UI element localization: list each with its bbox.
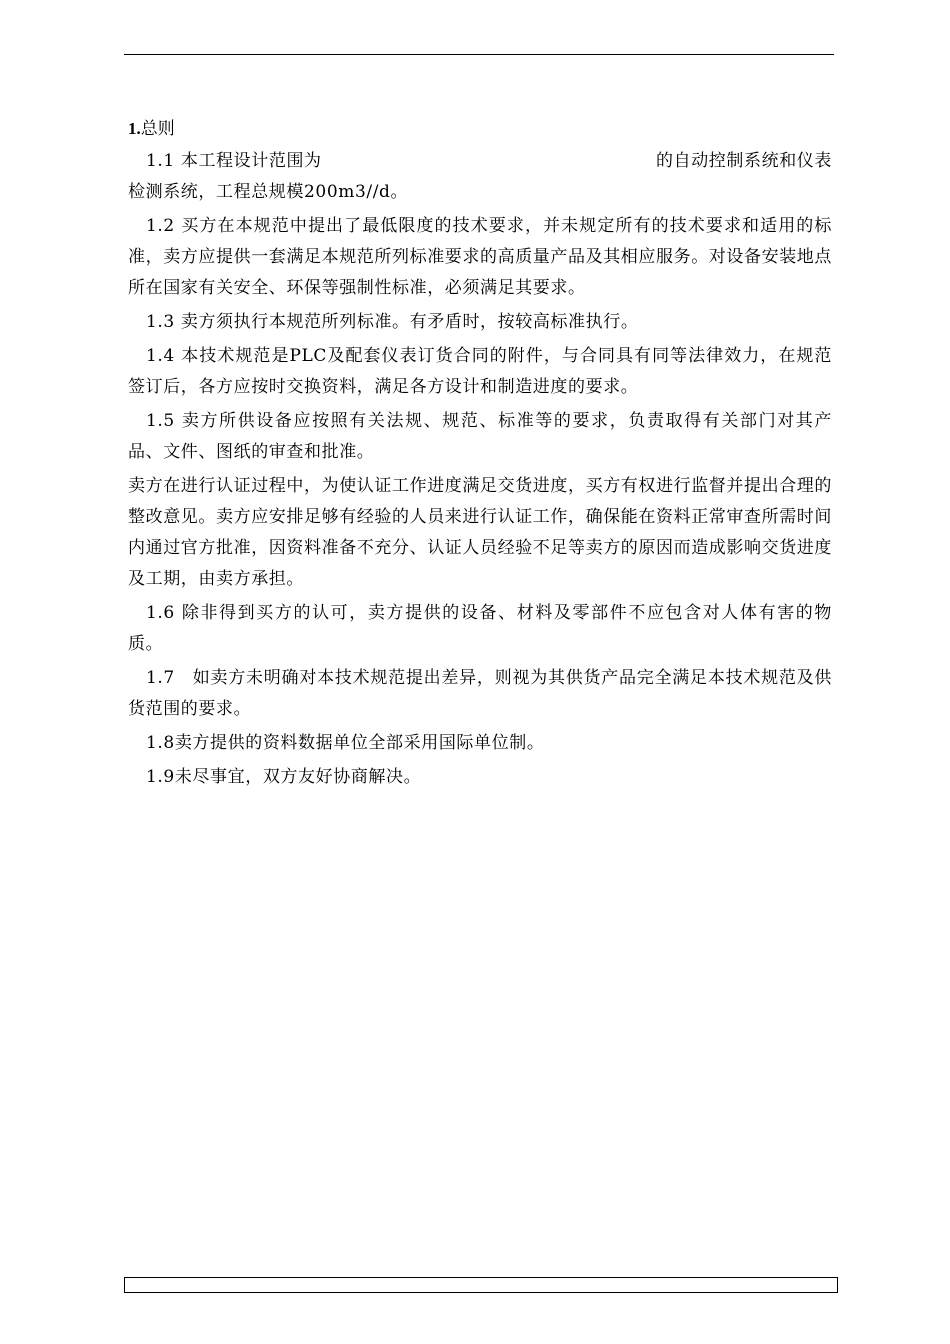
clause-1-3: 1.3 卖方须执行本规范所列标准。有矛盾时，按较高标准执行。	[146, 312, 639, 332]
clause-1-1-start: 1.1 本工程设计范围为	[146, 151, 322, 171]
clause-1-5-continuation: 卖方在进行认证过程中，为使认证工作进度满足交货进度，买方有权进行监督并提出合理的整改意见。卖方应安排足够有经验的人员来进行认证工作，确保能在资料正常审查所需时间内通过官方批准，因资料准备不充分、认证人员经验不足等卖方的原因而造成影响交货进度及工期，由卖方承担。	[128, 476, 832, 589]
clause-1-1-continuation: 检测系统，工程总规模200m3//d。	[128, 182, 409, 202]
section-title: 总则	[140, 119, 175, 139]
clause-1-1-end: 的自动控制系统和仪表	[656, 151, 832, 171]
clause-1-4: 1.4 本技术规范是PLC及配套仪表订货合同的附件，与合同具有同等法律效力，在规范签订后，各方应按时交换资料，满足各方设计和制造进度的要求。	[128, 346, 832, 397]
footer-box	[124, 1277, 838, 1293]
clause-1-2: 1.2 买方在本规范中提出了最低限度的技术要求，并未规定所有的技术要求和适用的标准，卖方应提供一套满足本规范所列标准要求的高质量产品及其相应服务。对设备安装地点所在国家有关安全、环保等强制性标准，必须满足其要求。	[128, 216, 832, 298]
clause-1-1-line	[128, 146, 832, 177]
section-number: 1.	[128, 119, 141, 138]
clause-1-7: 1.7 如卖方未明确对本技术规范提出差异，则视为其供货产品完全满足本技术规范及供货范围的要求。	[128, 668, 832, 719]
document-body	[128, 113, 832, 796]
clause-1-8: 1.8卖方提供的资料数据单位全部采用国际单位制。	[146, 733, 545, 753]
clause-1-6: 1.6 除非得到买方的认可，卖方提供的设备、材料及零部件不应包含对人体有害的物质。	[128, 603, 832, 654]
section-heading	[128, 113, 832, 144]
clause-1-5: 1.5 卖方所供设备应按照有关法规、规范、标准等的要求，负责取得有关部门对其产品、文件、图纸的审查和批准。	[128, 411, 832, 462]
clause-1-9: 1.9未尽事宜，双方友好协商解决。	[146, 767, 422, 787]
header-rule	[124, 54, 834, 55]
